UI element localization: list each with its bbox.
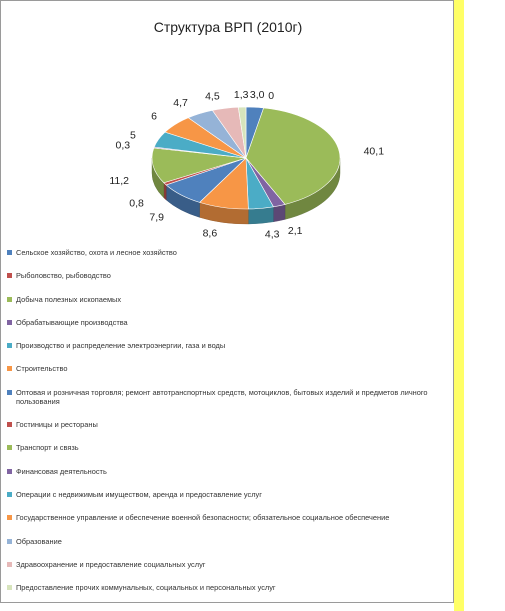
legend-label: Производство и распределение электроэнергии, газа и воды	[16, 341, 226, 351]
legend-swatch	[7, 320, 12, 325]
pie-data-label-0: 3,0	[249, 89, 265, 101]
legend-label: Предоставление прочих коммунальных, социальных и персональных услуг	[16, 583, 276, 593]
chart-title: Структура ВРП (2010г)	[153, 19, 303, 35]
legend-swatch	[7, 297, 12, 302]
legend-label: Строительство	[16, 364, 68, 374]
legend-swatch	[7, 422, 12, 427]
legend-item	[7, 420, 447, 429]
legend-swatch	[7, 515, 12, 520]
legend-label: Рыболовство, рыбоводство	[16, 271, 111, 281]
legend-label: Добыча полезных ископаемых	[16, 294, 122, 304]
pie-data-label-5: 8,6	[202, 227, 218, 240]
legend-label: Транспорт и связь	[16, 443, 79, 453]
legend-swatch	[7, 492, 12, 497]
legend-label: Гостиницы и рестораны	[16, 420, 98, 430]
legend-label: Государственное управление и обеспечение военной безопасности; обязательное социальное обеспечение	[16, 513, 390, 523]
legend-swatch	[7, 562, 12, 567]
legend-swatch	[7, 585, 12, 590]
legend-item	[7, 271, 447, 280]
pie-data-label-3: 2,1	[287, 225, 303, 238]
legend-item	[7, 318, 447, 327]
legend-swatch	[7, 273, 12, 278]
pie-data-label-9: 0,3	[115, 139, 131, 152]
pie-data-label-11: 6	[151, 110, 157, 123]
pie-data-label-4: 4,3	[264, 228, 280, 241]
legend-label: Здравоохранение и предоставление социальных услуг	[16, 559, 206, 569]
legend-item	[7, 443, 447, 452]
legend-label: Обрабатывающие производства	[16, 317, 128, 327]
yellow-side-stripe	[454, 0, 464, 611]
pie-data-label-13: 4,5	[205, 90, 220, 103]
pie-chart	[1, 1, 455, 246]
legend-swatch	[7, 445, 12, 450]
legend-item	[7, 583, 447, 592]
legend-item	[7, 364, 447, 373]
pie-data-label-12: 4,7	[173, 97, 188, 109]
legend-item	[7, 490, 447, 499]
legend-swatch	[7, 366, 12, 371]
legend-item	[7, 467, 447, 476]
pie-data-label-2: 40,1	[363, 145, 385, 158]
legend-label: Операции с недвижимым имуществом, аренда и предоставление услуг	[16, 489, 262, 499]
legend-label: Оптовая и розничная торговля; ремонт автотранспортных средств, мотоциклов, бытовых изделий и предметов личного пользования	[16, 387, 428, 406]
legend-swatch	[7, 539, 12, 544]
legend-label: Сельское хозяйство, охота и лесное хозяйство	[16, 248, 177, 257]
legend-label: Финансовая деятельность	[16, 466, 107, 476]
legend-item	[7, 248, 447, 257]
legend-swatch	[7, 343, 12, 348]
legend-item	[7, 295, 447, 304]
pie-data-label-10: 5	[129, 129, 136, 142]
pie-top	[152, 107, 340, 209]
legend-item	[7, 513, 447, 522]
pie-data-label-6: 7,9	[149, 211, 164, 224]
pie-data-label-7: 0,8	[129, 197, 144, 210]
legend-item	[7, 537, 447, 546]
legend-item	[7, 341, 447, 350]
legend-swatch	[7, 469, 12, 474]
pie-data-label-1: 0	[268, 89, 275, 102]
pie-data-label-8: 11,2	[109, 174, 129, 187]
legend-item	[7, 560, 447, 569]
pie-side-4	[248, 207, 273, 224]
chart-legend	[7, 248, 447, 606]
legend-label: Образование	[16, 536, 62, 546]
legend-swatch	[7, 250, 12, 255]
pie-side-3	[273, 204, 285, 221]
pie-data-label-14: 1,3	[233, 88, 249, 101]
legend-item	[7, 388, 447, 406]
legend-swatch	[7, 390, 12, 395]
pie-side-7	[164, 183, 166, 200]
